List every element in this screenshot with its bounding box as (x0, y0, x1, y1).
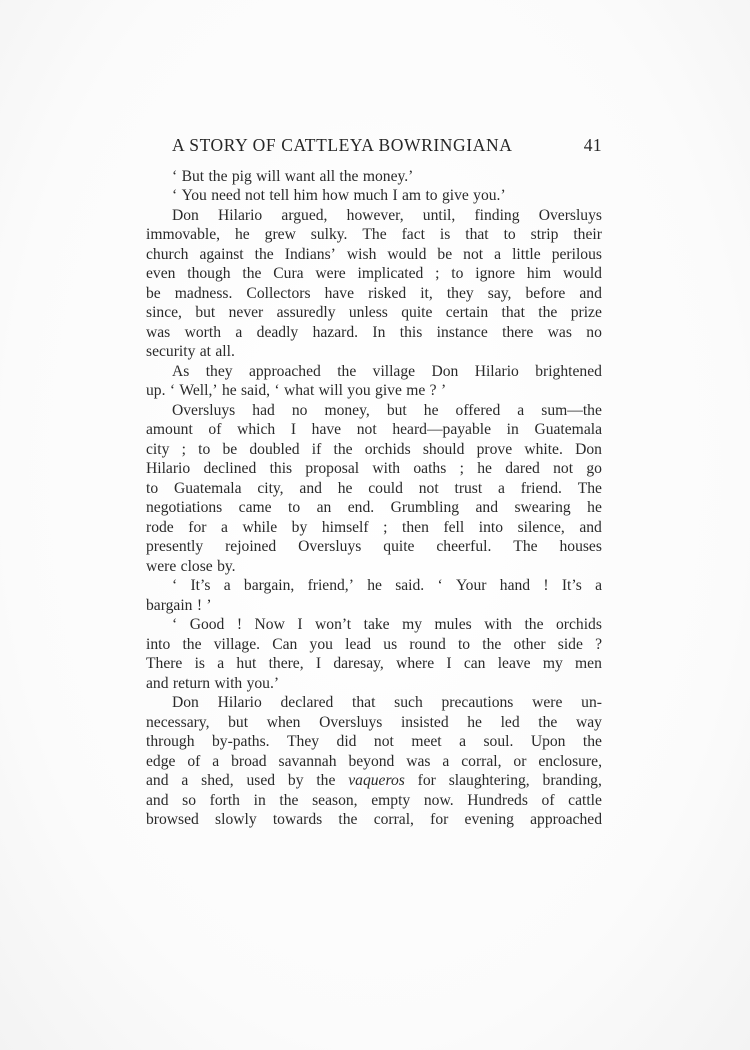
text-line: necessary, but when Oversluys insisted he led the way (146, 713, 602, 731)
text-line: even though the Cura were implicated ; to ignore him would (146, 265, 602, 282)
text-line: There is a hut there, I daresay, where I can leave my men (146, 655, 602, 672)
body-text (146, 167, 602, 830)
text-line: immovable, he grew sulky. The fact is that to strip their (146, 226, 602, 243)
text-line: ‘ It’s a bargain, friend,’ he said. ‘ Your hand ! It’s a (172, 577, 602, 594)
text-line: presently rejoined Oversluys quite cheerful. The houses (146, 538, 602, 555)
text-line: ‘ But the pig will want all the money.’ (172, 167, 414, 185)
text-line: edge of a broad savannah beyond was a corral, or enclosure, (146, 752, 602, 770)
text-line: browsed slowly towards the corral, for evening approached (146, 811, 602, 828)
text-line: were close by. (146, 557, 236, 575)
text-line: through by-paths. They did not meet a soul. Upon the (146, 733, 602, 750)
text-line: ‘ Good ! Now I won’t take my mules with the orchids (172, 616, 602, 633)
running-header (172, 136, 602, 156)
text-line: up. ‘ Well,’ he said, ‘ what will you give me ? ’ (146, 382, 447, 399)
text-line: was worth a deadly hazard. In this instance there was no (146, 323, 602, 341)
text-line: and so forth in the season, empty now. Hundreds of cattle (146, 791, 602, 809)
text-line: bargain ! ’ (146, 596, 212, 614)
text-line: amount of which I have not heard—payable in Guatemala (146, 421, 602, 438)
text-line: ‘ You need not tell him how much I am to give you.’ (172, 187, 506, 204)
text-line: negotiations came to an end. Grumbling and swearing he (146, 499, 602, 516)
text-line: to Guatemala city, and he could not trust a friend. The (146, 479, 602, 497)
text-line: and return with you.’ (146, 674, 280, 692)
text-line: Don Hilario argued, however, until, finding Oversluys (172, 206, 602, 224)
text-line: Oversluys had no money, but he offered a sum—the (172, 401, 602, 419)
text-line: and a shed, used by the vaqueros for slaughtering, branding, (146, 772, 602, 789)
text-line: Hilario declined this proposal with oaths ; he dared not go (146, 460, 602, 477)
page-text (146, 136, 602, 830)
running-title: A STORY OF CATTLEYA BOWRINGIANA (172, 135, 513, 155)
text-line: security at all. (146, 343, 235, 360)
text-line: rode for a while by himself ; then fell into silence, and (146, 518, 602, 536)
text-line: city ; to be doubled if the orchids should prove white. Don (146, 440, 602, 458)
text-line: into the village. Can you lead us round to the other side ? (146, 635, 602, 653)
text-line: Don Hilario declared that such precautions were un- (172, 694, 602, 711)
text-line: since, but never assuredly unless quite certain that the prize (146, 304, 602, 321)
text-line: be madness. Collectors have risked it, they say, before and (146, 284, 602, 302)
text-line: church against the Indians’ wish would be not a little perilous (146, 245, 602, 263)
page-number: 41 (583, 135, 602, 155)
text-line: As they approached the village Don Hilario brightened (172, 362, 602, 380)
